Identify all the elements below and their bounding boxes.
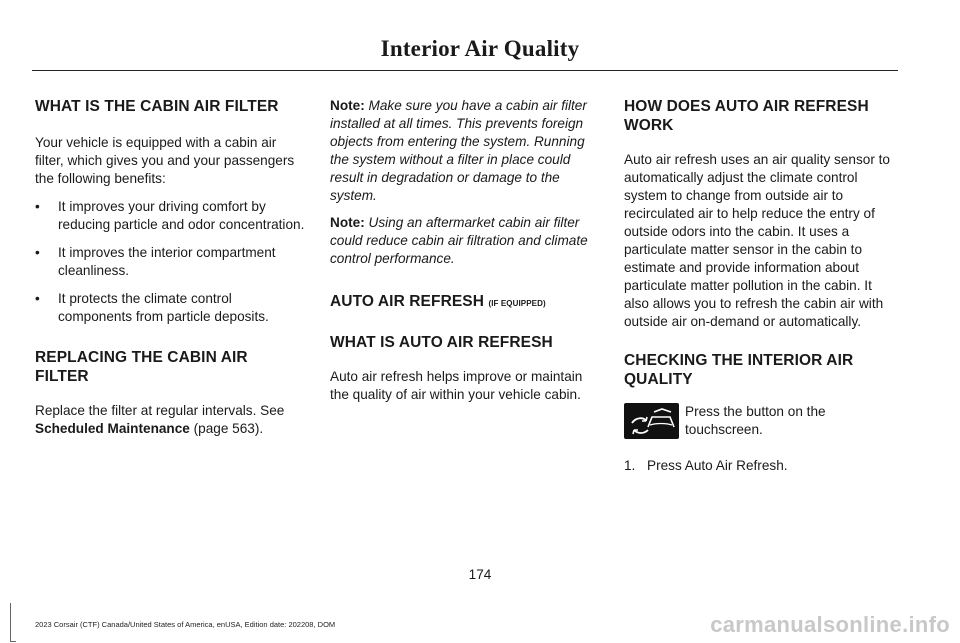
how-it-works-text: Auto air refresh uses an air quality sensor to automatically adjust the climate control system to change from outside air to recirculated air to help reduce the entry of outside odors into the cabin. It uses a particulate matter sensor in the cabin to estimate and provide information about particulate matter pollution in the cabin. It also allows you to refresh the cabin air with outside air on-demand or automatically. — [624, 152, 890, 329]
section-heading-what-is-auto-air-refresh: WHAT IS AUTO AIR REFRESH — [330, 334, 553, 351]
note-2: Note: Using an aftermarket cabin air filter could reduce cabin air filtration and climate control performance. — [330, 215, 588, 266]
column-3 — [624, 97, 896, 475]
column-2 — [330, 97, 602, 404]
list-item: • It improves the interior compartment cleanliness. — [35, 245, 276, 278]
list-item: • It protects the climate control components from particle deposits. — [35, 291, 269, 324]
header-divider — [32, 70, 898, 71]
section-heading-auto-air-refresh: AUTO AIR REFRESH (IF EQUIPPED) — [330, 293, 546, 310]
auto-air-refresh-icon — [624, 403, 679, 439]
site-watermark: carmanualsonline.info — [710, 612, 950, 637]
crop-mark — [10, 603, 16, 642]
icon-instruction-row — [624, 403, 896, 449]
auto-air-refresh-description: Auto air refresh helps improve or maintain the quality of air within your vehicle cabin. — [330, 369, 583, 402]
column-1 — [35, 97, 305, 438]
replace-filter-text: Replace the filter at regular intervals. See Scheduled Maintenance (page 563). — [35, 403, 285, 436]
section-heading-replacing-filter: REPLACING THE CABIN AIR FILTER — [35, 349, 248, 385]
list-item: • It improves your driving comfort by reducing particle and odor concentration. — [35, 199, 305, 232]
edition-footer: 2023 Corsair (CTF) Canada/United States of America, enUSA, Edition date: 202208, DOM — [35, 620, 336, 629]
section-heading-how-does-it-work: HOW DOES AUTO AIR REFRESH WORK — [624, 98, 869, 134]
note-1: Note: Make sure you have a cabin air filter installed at all times. This prevents foreign objects from entering the system. Running the system without a filter in place could result in degradation or damage to the system. — [330, 98, 587, 203]
step-1: 1. Press Auto Air Refresh. — [624, 458, 788, 473]
section-heading-cabin-filter: WHAT IS THE CABIN AIR FILTER — [35, 98, 279, 115]
icon-caption: Press the button on the touchscreen. — [685, 404, 826, 437]
scheduled-maintenance-link[interactable]: Scheduled Maintenance — [35, 421, 190, 436]
page-number: 174 — [468, 567, 492, 582]
section-heading-checking-air-quality: CHECKING THE INTERIOR AIR QUALITY — [624, 352, 854, 388]
page-title: Interior Air Quality — [380, 36, 580, 61]
cabin-filter-intro: Your vehicle is equipped with a cabin air filter, which gives you and your passengers the following benefits: — [35, 135, 295, 186]
benefits-list — [35, 198, 305, 326]
